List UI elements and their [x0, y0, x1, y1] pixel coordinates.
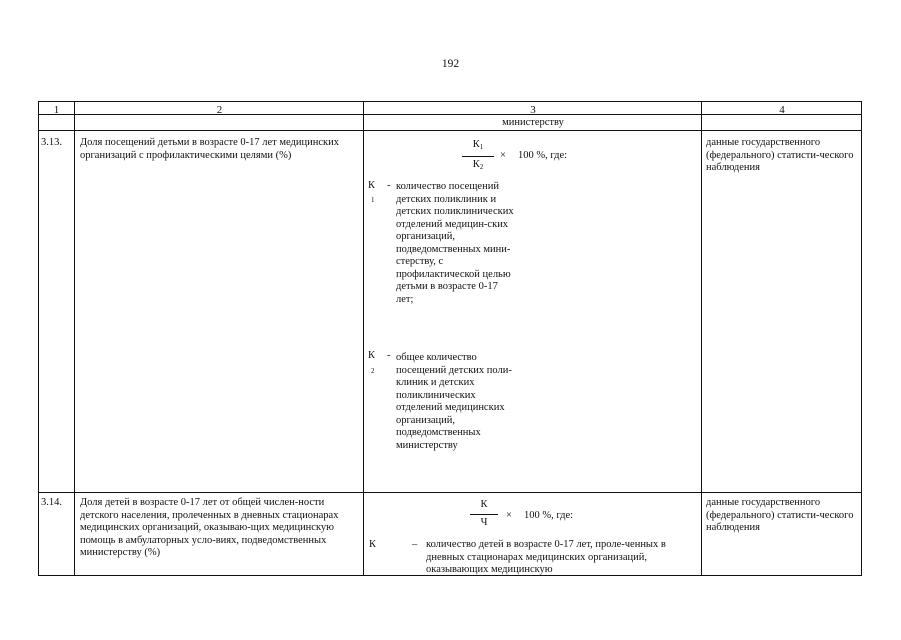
definition-symbol: К [368, 180, 376, 191]
denominator-subscript: 2 [479, 162, 484, 171]
definition-subscript: 1 [371, 196, 375, 204]
denominator: Ч [480, 516, 488, 528]
col-header-1: 1 [53, 104, 60, 116]
formula-fraction [470, 499, 498, 529]
multiply-sign: × [500, 150, 506, 161]
formula-fraction [462, 139, 494, 173]
formula-suffix: 100 %, где: [524, 510, 574, 521]
definition-subscript: 2 [371, 367, 375, 375]
formula-suffix: 100 %, где: [518, 150, 568, 161]
numerator: К [470, 499, 498, 515]
continuation-text: министерству [502, 117, 564, 128]
indicator-description: Доля детей в возрасте 0-17 лет от общей числен-ности детского населения, пролеченных в дневных стационарах медицинских организаций, оказываю-щих медицинскую помощь в амбулаторных усло-виях, подведомственных министерству (%) [80, 497, 339, 558]
definition-dash: – [412, 539, 418, 550]
col-header-2: 2 [216, 104, 223, 116]
definition-text: общее количество посещений детских поли-клиник и детских поликлинических отделений медицинских организаций, подведомственных министерству [396, 352, 512, 451]
indicator-description: Доля посещений детьми в возрасте 0-17 лет медицинских организаций с профилактическими целями (%) [80, 137, 339, 161]
definition-text: количество детей в возрасте 0-17 лет, проле-ченных в дневных стационарах медицинских организаций, оказывающих медицинскую [426, 539, 666, 575]
definition-dash: - [387, 350, 391, 361]
definition-symbol: К [369, 539, 377, 550]
definition-text: количество посещений детских поликлиник и детских поликлинических отделений медицин-ских организаций, подведомственных мини-стерству, с профилактической целью детьми в возрасте 0-17 лет; [396, 181, 514, 305]
definition-symbol: К [368, 350, 376, 361]
col-header-4: 4 [779, 104, 785, 116]
denominator: К [472, 158, 480, 170]
numerator: К [472, 139, 480, 150]
data-source: данные государственного (федерального) статисти-ческого наблюдения [706, 497, 854, 533]
definition-dash: - [387, 180, 391, 191]
row-number: 3.13. [41, 137, 62, 148]
data-source: данные государственного (федерального) статисти-ческого наблюдения [706, 137, 854, 173]
page-number: 192 [441, 58, 460, 70]
row-number: 3.14. [41, 497, 62, 508]
numerator-subscript: 1 [479, 143, 484, 151]
multiply-sign: × [506, 510, 512, 521]
col-header-3: 3 [530, 104, 536, 116]
